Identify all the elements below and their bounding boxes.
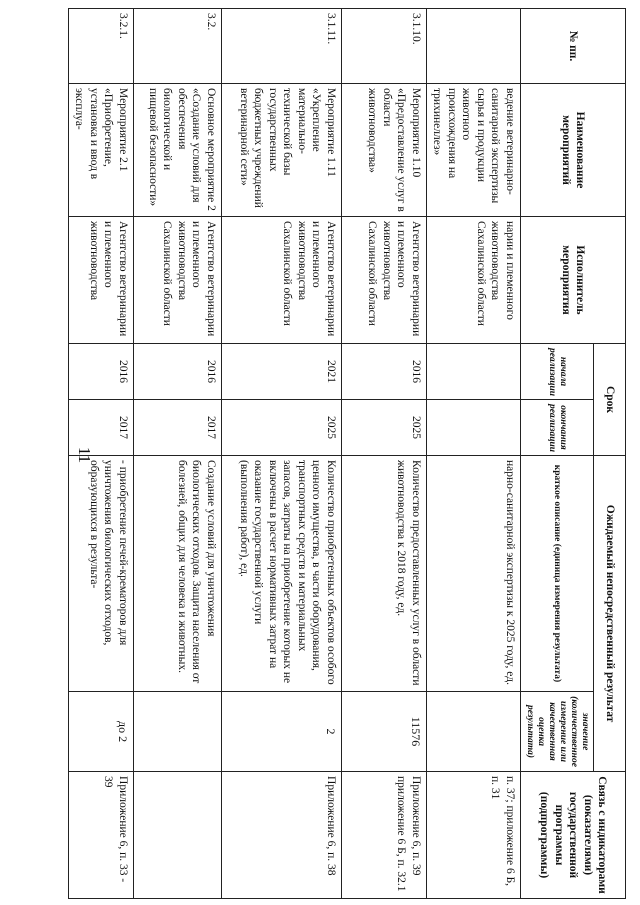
header-term-start: начала реализации bbox=[521, 344, 594, 400]
row-name: ведение ветеринарно-санитарной экспертизы сырья и продукции животного происхождения на трихинеллез» bbox=[427, 84, 521, 217]
row-link bbox=[134, 772, 222, 899]
row-link: Приложение 6, п. 39 приложение 6 Б, п. 32.1 bbox=[342, 772, 427, 899]
header-term: Срок bbox=[594, 344, 626, 456]
measures-table bbox=[68, 8, 626, 899]
row-start bbox=[427, 344, 521, 400]
row-name: Мероприятие 1.11 «Укрепление материально-технической базы государственных бюджетных учреждений ветеринарной сети» bbox=[222, 84, 342, 217]
row-desc: нарно-санитарной экспертизы к 2025 году, ед. bbox=[427, 456, 521, 692]
header-link: Связь с индикаторами (показателями) государственной программы (подпрограммы) bbox=[521, 772, 626, 899]
row-executor: Агентство ветеринарии и племенного животноводства Сахалинской области bbox=[342, 217, 427, 344]
row-start: 2016 bbox=[342, 344, 427, 400]
row-desc: - приобретение печей-крематоров для уничтожения биологических отходов, образующихся в результа- bbox=[69, 456, 134, 692]
header-result: Ожидаемый непосредственный результат bbox=[594, 456, 626, 772]
table-row bbox=[427, 9, 521, 899]
row-link: Приложение 6, п. 33 - 39 bbox=[69, 772, 134, 899]
header-executor: Исполнитель мероприятия bbox=[521, 217, 626, 344]
row-name: Мероприятие 1.10 «Предоставление услуг в области животноводства» bbox=[342, 84, 427, 217]
row-end: 2017 bbox=[134, 400, 222, 456]
row-end: 2025 bbox=[222, 400, 342, 456]
header-num: № пп. bbox=[521, 9, 626, 84]
row-executor: Агентство ветеринарии и племенного животноводства Сахалинской области bbox=[222, 217, 342, 344]
row-num bbox=[427, 9, 521, 84]
row-start: 2016 bbox=[134, 344, 222, 400]
row-value: 2 bbox=[222, 692, 342, 772]
row-executor: Агентство ветеринарии и племенного животноводства Сахалинской области bbox=[134, 217, 222, 344]
row-value bbox=[427, 692, 521, 772]
row-start: 2021 bbox=[222, 344, 342, 400]
row-start: 2016 bbox=[69, 344, 134, 400]
row-end bbox=[427, 400, 521, 456]
row-num: 3.2.1. bbox=[69, 9, 134, 84]
table-row bbox=[134, 9, 222, 899]
row-value: 11576 bbox=[342, 692, 427, 772]
row-desc: Создание условий для уничтожения биологических отходов. Защита населения от болезней, общих для человека и животных. bbox=[134, 456, 222, 692]
row-link: п. 37; приложение 6 Б, п. 31 bbox=[427, 772, 521, 899]
header-result-desc: краткое описание (единица измерения результата) bbox=[521, 456, 594, 692]
row-link: Приложение 6, п. 38 bbox=[222, 772, 342, 899]
table-row bbox=[342, 9, 427, 899]
header-result-value: значение (количественное измерение или качественная оценка результата) bbox=[521, 692, 594, 772]
header-term-end: окончания реализации bbox=[521, 400, 594, 456]
table-row bbox=[222, 9, 342, 899]
table-row bbox=[69, 9, 134, 899]
row-value bbox=[134, 692, 222, 772]
rotated-page-area bbox=[73, 8, 626, 898]
row-executor: Агентство ветеринарии и племенного животноводства bbox=[69, 217, 134, 344]
row-desc: Количество предоставленных услуг в области животноводства к 2018 году, ед. bbox=[342, 456, 427, 692]
row-end: 2017 bbox=[69, 400, 134, 456]
document-sheet bbox=[73, 8, 626, 898]
header-name: Наименование мероприятий bbox=[521, 84, 626, 217]
row-name: Основное мероприятие 2 «Создание условий для обеспечения биологической и пищевой безопасности» bbox=[134, 84, 222, 217]
row-end: 2025 bbox=[342, 400, 427, 456]
row-desc: Количество приобретенных объектов особого ценного имущества, в части оборудования, транспортных средств и материальных запасов, затраты на приобретение которых не включены в расчет нормативных затрат на оказание государственной услуги (выполнения работ), ед. bbox=[222, 456, 342, 692]
row-executor: нарии и племенного животноводства Сахалинской области bbox=[427, 217, 521, 344]
row-num: 3.1.11. bbox=[222, 9, 342, 84]
page-number: 11 bbox=[75, 446, 94, 464]
row-num: 3.2. bbox=[134, 9, 222, 84]
row-num: 3.1.10. bbox=[342, 9, 427, 84]
row-name: Мероприятие 2.1 «Приобретение, установка и ввод в эксплуа- bbox=[69, 84, 134, 217]
row-value: до 2 bbox=[69, 692, 134, 772]
